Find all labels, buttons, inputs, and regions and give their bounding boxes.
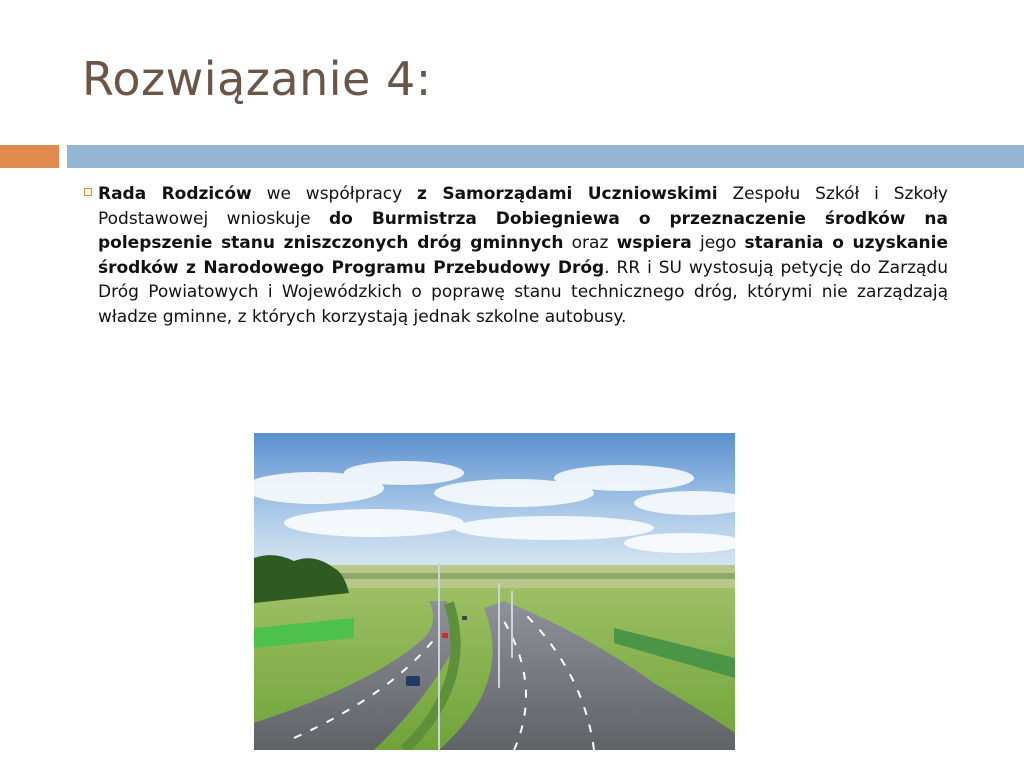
body-paragraph — [98, 182, 948, 329]
text-segment: oraz — [563, 233, 617, 253]
text-segment: we współpracy — [251, 184, 418, 204]
text-bold-segment: starania o uzyskanie środków z Narodowego Programu Przebudowy Dróg — [98, 233, 948, 278]
slide-title: Rozwiązanie 4: — [82, 52, 432, 106]
accent-bar-orange — [0, 145, 59, 168]
accent-bar-blue — [67, 145, 1024, 168]
highway-photo-graphic — [254, 433, 735, 750]
text-bold-segment: z Samorządami Uczniowskimi — [417, 184, 718, 204]
bullet-square-icon — [84, 188, 92, 196]
text-segment: . RR i SU wystosują petycję do Zarządu Dróg Powiatowych i Wojewódzkich o poprawę stanu technicznego dróg, którymi nie zarządzają władze gminne, z których korzystają jednak szkolne autobusy. — [98, 257, 948, 327]
text-bold-segment: do Burmistrza Dobiegniewa o przeznaczenie środków na polepszenie stanu zniszczonych dróg gminnych — [98, 208, 948, 253]
text-segment: Zespołu Szkół i Szkoły Podstawowej wnioskuje — [98, 184, 948, 229]
text-segment: jego — [691, 233, 745, 253]
highway-photo — [254, 433, 735, 750]
text-bold-segment: wspiera — [616, 233, 692, 253]
text-bold-segment: Rada Rodziców — [98, 184, 252, 204]
